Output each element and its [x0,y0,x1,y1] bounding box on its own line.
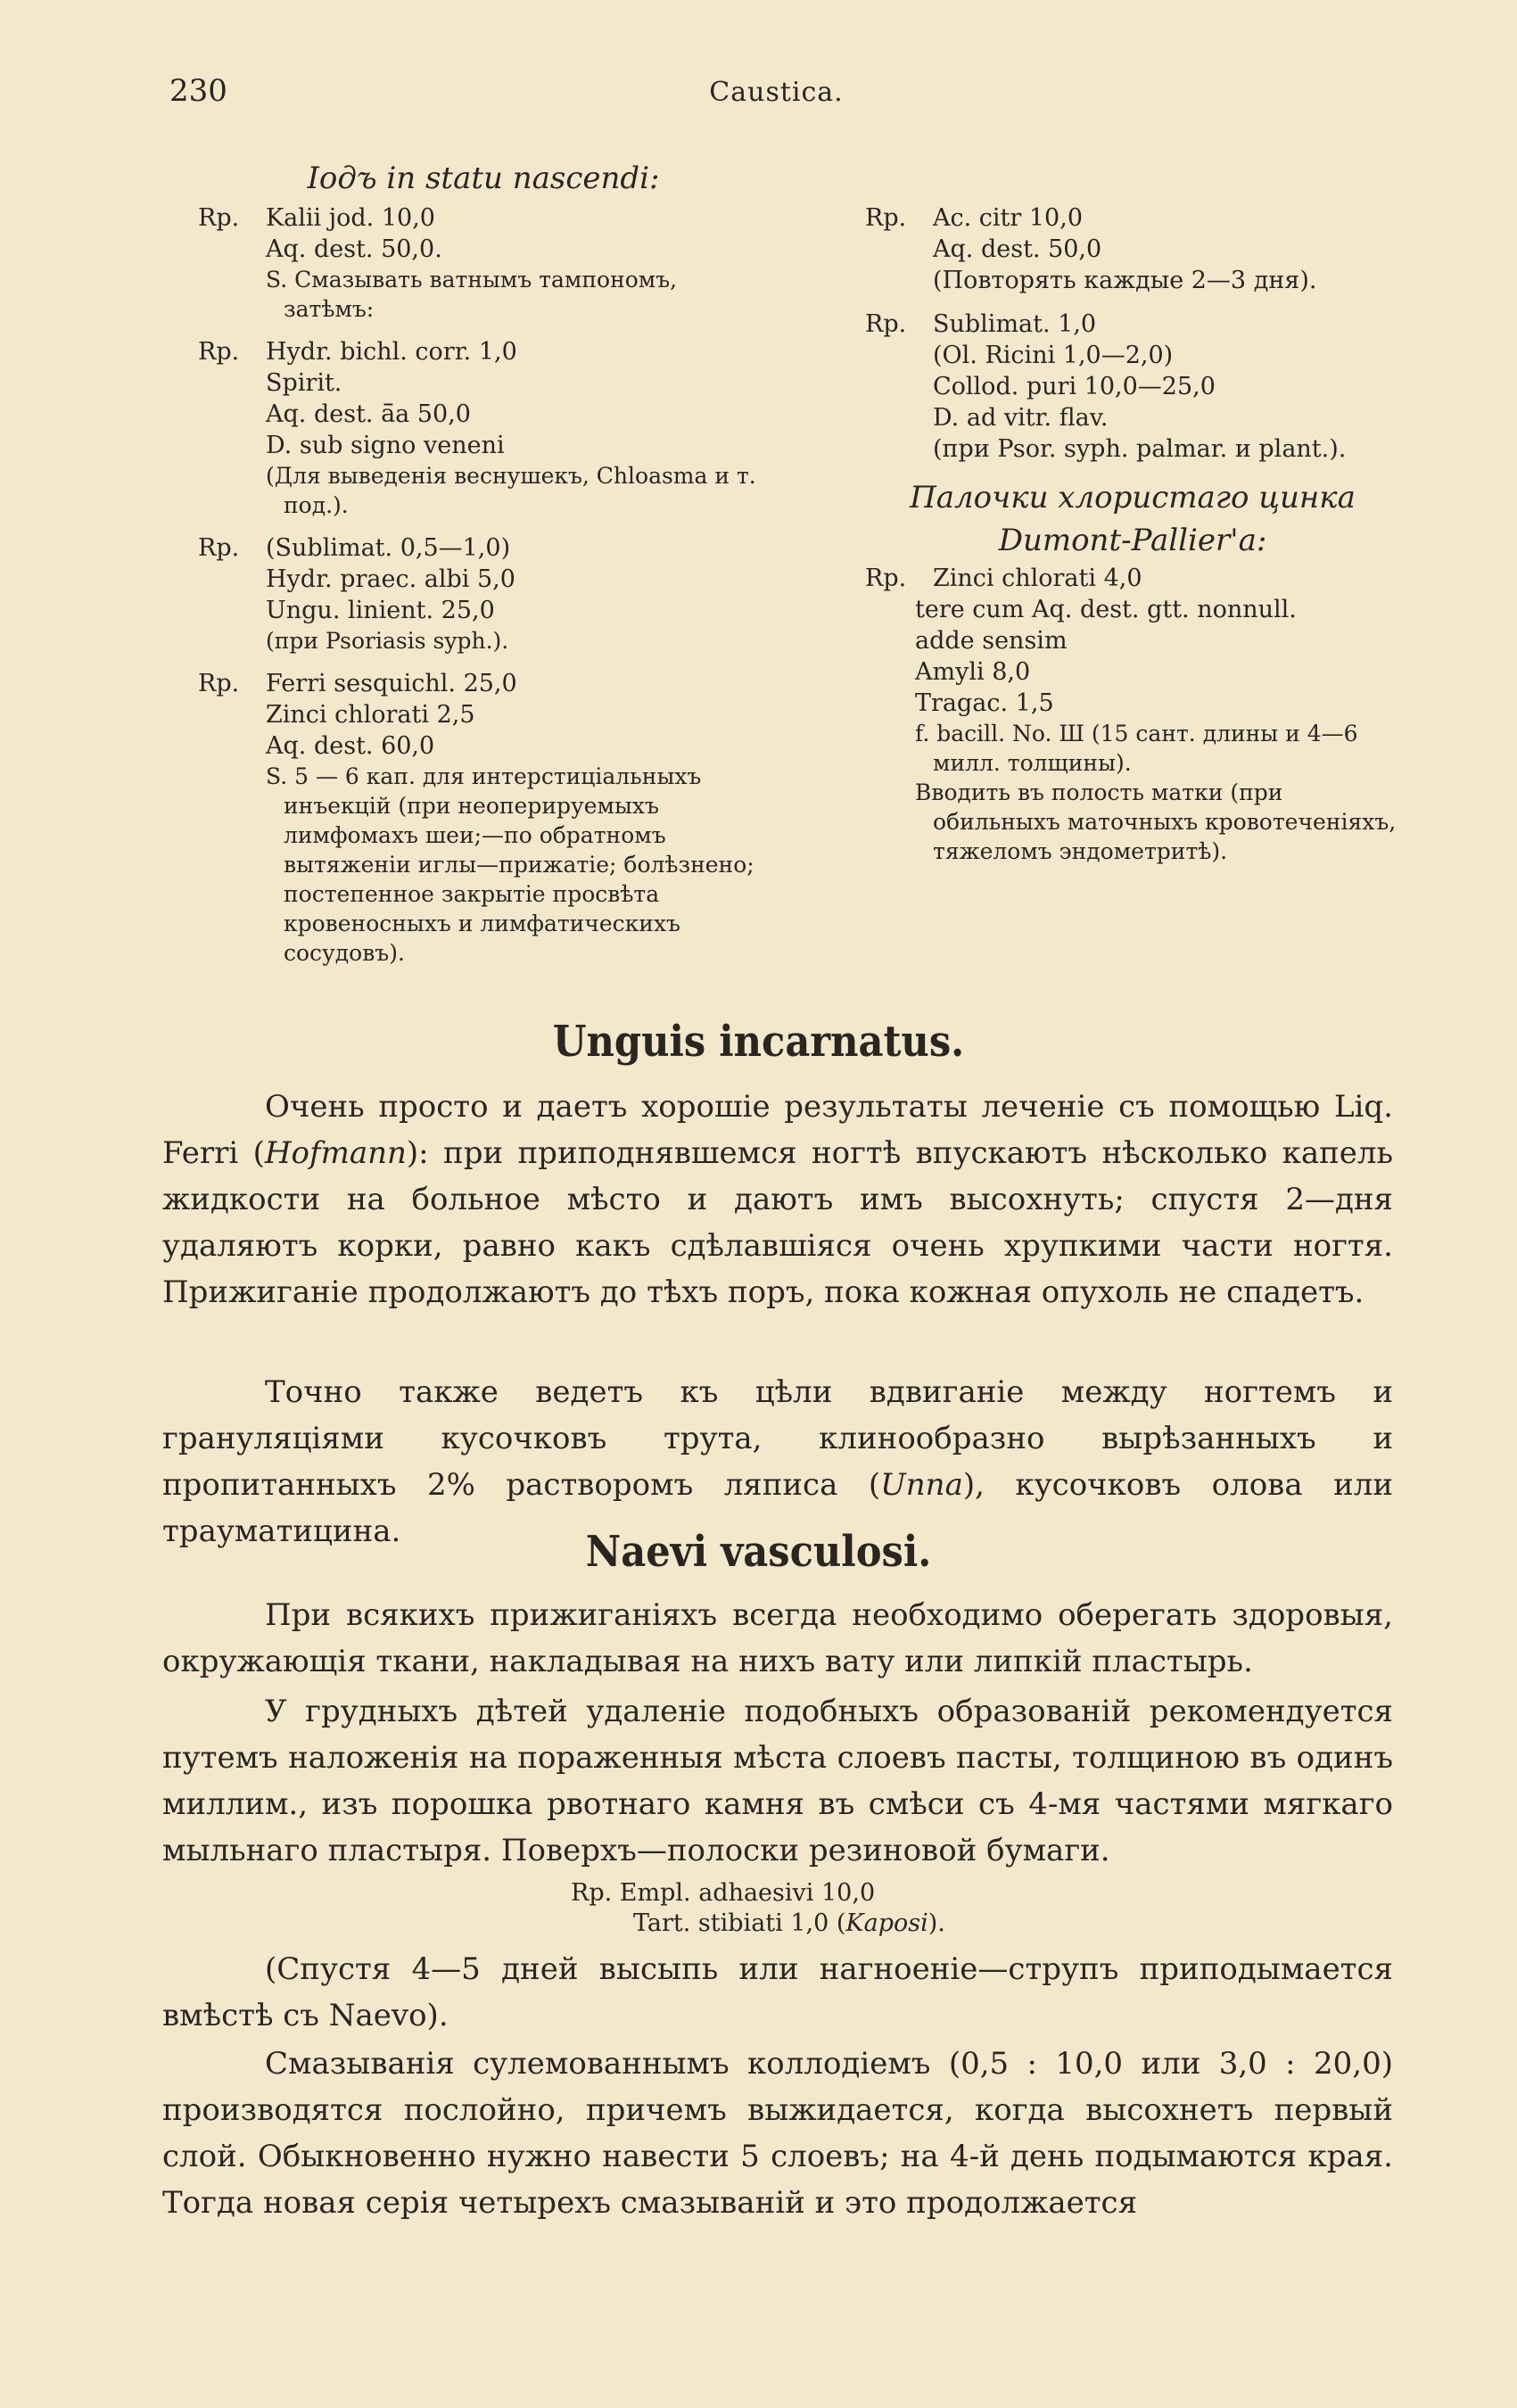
left-column-title: Іодъ in statu nascendi: [307,161,660,196]
rp-label: Rp. [865,310,907,338]
rp-label: Rp. [198,534,240,562]
author-name: Hofmann [264,1135,407,1171]
paragraph: (Спустя 4—5 дней высыпь или нагноеніе—струпъ приподымается вмѣстѣ съ Naevo). [162,1951,1393,2033]
recipe-note: S. 5 — 6 кап. для интерстиціальныхъ инъекцій (при неоперируемыхъ лимфомахъ шеи;—по обратномъ вытяженіи иглы—прижатіе; болѣзнено; постепенное закрытіе просвѣта кровеносныхъ и лимфатическихъ сосудовъ). [266,763,754,966]
page-number: 230 [169,73,227,109]
recipe-line: Kaliі jod. 10,0 [266,204,435,232]
recipe-note: Вводить въ полость матки (при обильныхъ маточныхъ кровотеченіяхъ, тяжеломъ эндометритѣ). [915,779,1397,864]
rp-label: Rp. [198,204,240,232]
right-column-title: Палочки хлористаго цинка [910,480,1356,515]
recipe-line: Empl. adhaesivi 10,0 [619,1879,876,1907]
recipe-line: D. ad vitr. flav. [933,404,1109,432]
recipe-line: Hydr. bichl. corr. 1,0 [266,338,517,366]
recipe-line: Aq. dest. 60,0 [266,732,435,760]
rp-label: Rp. [198,670,240,697]
recipe-line: Zinci chlorati 4,0 [933,565,1142,592]
recipe-line: Aq. dest. 50,0. [266,235,442,263]
running-title: Caustica. [709,77,844,108]
recipe-line: Hydr. praec. albi 5,0 [266,565,515,593]
recipe-line: Ac. citr 10,0 [933,204,1083,232]
right-column [865,156,1400,878]
recipe-line: Ungu. linient. 25,0 [266,597,495,624]
author-name: Unna [880,1467,963,1503]
recipe-note: (Для выведенія веснушекъ, Chloasma и т. под.). [266,463,756,518]
recipe-note: (при Psoriasis syph.). [266,628,509,654]
recipe-line: Collod. puri 10,0—25,0 [933,373,1216,400]
paragraph: Смазыванія сулемованнымъ коллодіемъ (0,5 : 10,0 или 3,0 : 20,0) производятся послойно, причемъ выжидается, когда высохнетъ первый слой. Обыкновенно нужно навести 5 слоевъ; на 4-й день подымаются края. Тогда новая серія четырехъ смазываній и это продолжается [162,2046,1393,2221]
recipe-line: adde sensim [915,627,1068,655]
paragraph: У грудныхъ дѣтей удаленіе подобныхъ образованій рекомендуется путемъ наложенія на пораженныя мѣста слоевъ пасты, толщиною въ одинъ миллим., изъ порошка рвотнаго камня въ смѣси съ 4-мя частями мягкаго мыльнаго пластыря. Поверхъ—полоски резиновой бумаги. [162,1694,1393,1868]
recipe [865,202,1400,296]
recipe [865,563,1400,866]
recipe [198,202,769,324]
rp-label: Rp. [865,565,907,592]
left-column [198,156,769,980]
recipe-line: Aq. dest. 50,0 [933,235,1102,263]
recipe [198,532,769,656]
right-column-title-author: Dumont-Pallier'а: [998,523,1267,558]
recipe-line: Spirit. [266,369,342,397]
author-name: Kaposi [845,1909,928,1937]
recipe-line: (Sublimat. 0,5—1,0) [266,534,511,562]
recipe-note: (Повторять каждые 2—3 дня). [933,267,1317,294]
recipe-columns [198,156,1397,1012]
recipe [198,668,769,968]
recipe-line: Amyli 8,0 [915,658,1031,686]
recipe-note: (при Psor. syph. palmar. и plant.). [933,435,1347,463]
recipe-line: Tragac. 1,5 [915,689,1054,717]
recipe [865,309,1400,465]
recipe-line: Sublimat. 1,0 [933,310,1097,338]
recipe-line: Zinci chlorati 2,5 [266,701,475,729]
recipe [198,336,769,520]
rp-label: Rp. [571,1879,613,1907]
recipe-line: D. sub signo veneni [266,432,505,459]
paragraph: При всякихъ прижиганіяхъ всегда необходимо оберегать здоровыя, окружающія ткани, накладывая на нихъ вату или липкій пластырь. [162,1597,1393,1679]
page-header [169,73,1383,118]
section-heading: Naevi vasculosi. [585,1527,932,1577]
recipe-line: (Ol. Ricini 1,0—2,0) [933,342,1174,369]
recipe-note: S. Смазывать ватнымъ тампономъ, затѣмъ: [266,267,678,322]
recipe-line: Ferri sesquichl. 25,0 [266,670,517,697]
rp-label: Rp. [198,338,240,366]
paragraph: Точно также ведетъ къ цѣли вдвиганіе между ногтемъ и грануляціями кусочковъ трута, клинообразно вырѣзанныхъ и пропитанныхъ 2% растворомъ ляписа (Unna), кусочковъ олова или траумaтицина. [162,1374,1393,1549]
rp-label: Rp. [865,204,907,232]
paragraph: Очень просто и даетъ хорошіе результаты леченіе съ помощью Liq. Ferri (Hofmann): при приподнявшемся ногтѣ впускаютъ нѣсколько капель жидкости на больное мѣсто и даютъ имъ высохнуть; спустя 2—дня удаляютъ корки, равно какъ сдѣлавшіяся очень хрупкими части ногтя. Прижиганіе продолжаютъ до тѣхъ поръ, пока кожная опухоль не спадетъ. [162,1089,1394,1310]
recipe-line: tere cum Aq. dest. gtt. nonnull. [915,596,1297,623]
section-heading: Unguis incarnatus. [552,1017,965,1067]
recipe-line: f. bacill. No. Ш (15 сант. длины и 4—6 милл. толщины). [915,721,1358,776]
recipe-line: Aq. dest. ā̄a 50,0 [266,400,471,428]
recipe-centered: Rp. Empl. adhaesivi 10,0 Tart. stibiati 1,0 (Kaposi). [571,1879,945,1937]
